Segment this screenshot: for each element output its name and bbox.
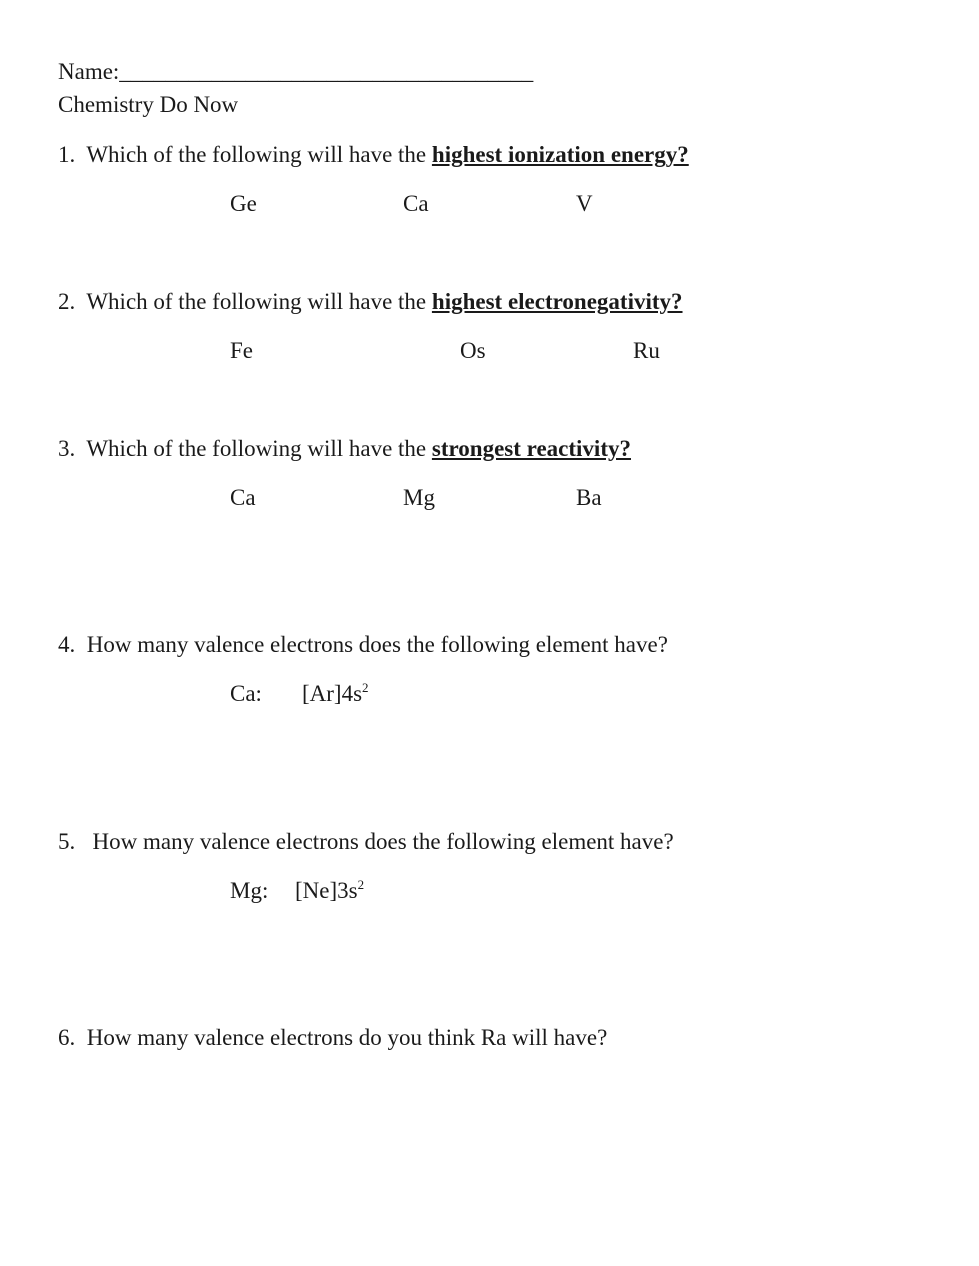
question-text: How many valence electrons do you think Ra will have?	[86, 1025, 608, 1050]
element-symbol: Ca:	[230, 681, 262, 706]
electron-configuration	[295, 877, 364, 905]
page-title: Chemistry Do Now	[58, 92, 239, 117]
question-number: 1.	[58, 142, 76, 167]
question-number: 4.	[58, 632, 76, 657]
configuration-base: [Ne]3s	[295, 878, 358, 903]
option-os: Os	[460, 338, 486, 363]
configuration-superscript: 2	[357, 877, 365, 892]
question-number: 2.	[58, 289, 76, 314]
question-4	[58, 631, 668, 659]
question-2	[58, 288, 683, 316]
option-ge: Ge	[230, 191, 257, 216]
configuration-superscript: 2	[362, 680, 369, 695]
element-symbol: Mg:	[230, 878, 269, 903]
question-text: Which of the following will have the	[86, 142, 432, 167]
question-6	[58, 1024, 607, 1052]
question-emphasis: strongest reactivity?	[431, 436, 631, 461]
electron-configuration	[302, 680, 369, 708]
question-5	[58, 828, 674, 856]
option-ca: Ca	[230, 485, 256, 510]
question-number: 5.	[58, 829, 76, 854]
question-3	[58, 435, 631, 463]
question-emphasis: highest ionization energy?	[431, 142, 689, 167]
question-text: Which of the following will have the	[86, 289, 432, 314]
option-ru: Ru	[633, 338, 660, 363]
question-text: How many valence electrons does the following element have?	[86, 632, 668, 657]
option-mg: Mg	[403, 485, 435, 510]
option-ba: Ba	[576, 485, 602, 510]
configuration-base: [Ar]4s	[302, 681, 363, 706]
option-v: V	[576, 191, 593, 216]
option-fe: Fe	[230, 338, 253, 363]
question-text: How many valence electrons does the following element have?	[92, 829, 674, 854]
question-number: 6.	[58, 1025, 76, 1050]
option-ca: Ca	[403, 191, 429, 216]
name-field-label: Name:____________________________________	[58, 59, 534, 84]
question-1	[58, 141, 689, 169]
question-emphasis: highest electronegativity?	[431, 289, 683, 314]
question-number: 3.	[58, 436, 76, 461]
question-text: Which of the following will have the	[86, 436, 432, 461]
